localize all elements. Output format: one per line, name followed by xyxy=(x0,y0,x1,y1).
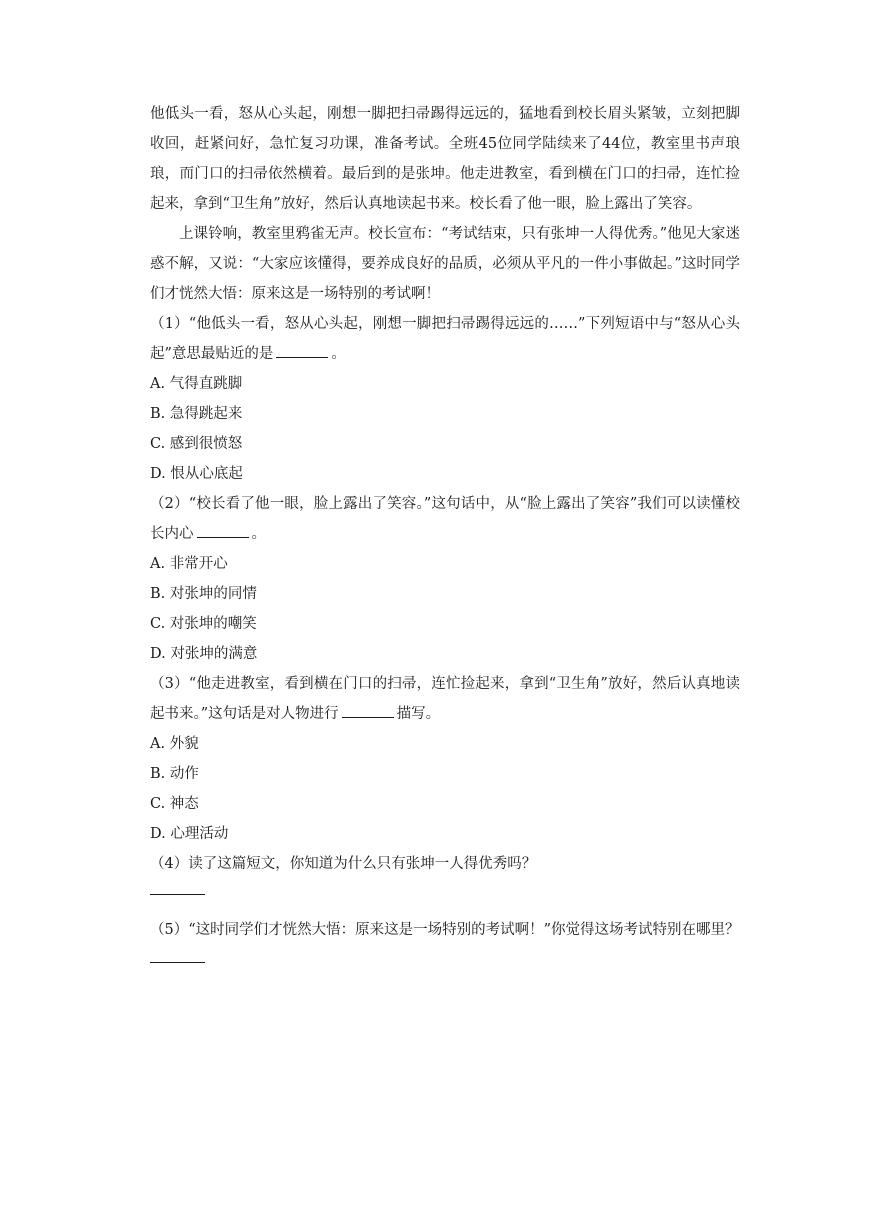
question-5: （5）“这时同学们才恍然大悟：原来这是一场特别的考试啊！”你觉得这场考试特别在哪里？ xyxy=(150,922,740,938)
passage-paragraph-2: 上课铃响，教室里鸦雀无声。校长宣布：“考试结束，只有张坤一人得优秀。”他见大家迷惑不解，又说：“大家应该懂得，要养成良好的品质，必须从平凡的一件小事做起。”这时同学们才恍然大悟：原来这是一场特别的考试啊！ xyxy=(150,226,740,302)
question-3-blank[interactable] xyxy=(342,716,394,718)
question-3 xyxy=(150,669,740,729)
question-3-option-d[interactable]: D. 心理活动 xyxy=(150,826,229,842)
question-2 xyxy=(150,489,740,549)
question-1-option-c[interactable]: C. 感到很愤怒 xyxy=(150,436,243,452)
question-4: （4）读了这篇短文，你知道为什么只有张坤一人得优秀吗？ xyxy=(150,856,537,872)
question-1-option-d[interactable]: D. 恨从心底起 xyxy=(150,466,243,482)
question-2-option-d[interactable]: D. 对张坤的满意 xyxy=(150,646,258,662)
spacer xyxy=(150,945,740,961)
question-1 xyxy=(150,309,740,369)
question-1-blank[interactable] xyxy=(276,356,328,358)
question-2-text: （2）“校长看了他一眼，脸上露出了笑容。”这句话中，从“脸上露出了笑容”我们可以读懂校长内心 xyxy=(150,496,740,542)
question-2-option-c[interactable]: C. 对张坤的嘲笑 xyxy=(150,616,257,632)
passage-paragraph-1: 他低头一看，怒从心头起，刚想一脚把扫帚踢得远远的，猛地看到校长眉头紧皱，立刻把脚收回，赶紧问好，急忙复习功课，准备考试。全班45位同学陆续来了44位，教室里书声琅琅，而门口的扫帚依然横着。最后到的是张坤。他走进教室，看到横在门口的扫帚，连忙捡起来，拿到“卫生角”放好，然后认真地读起书来。校长看了他一眼，脸上露出了笑容。 xyxy=(150,106,740,212)
question-3-option-a[interactable]: A. 外貌 xyxy=(150,736,199,752)
spacer xyxy=(150,895,740,915)
question-1-option-b[interactable]: B. 急得跳起来 xyxy=(150,406,243,422)
question-2-blank[interactable] xyxy=(197,536,249,538)
question-1-option-a[interactable]: A. 气得直跳脚 xyxy=(150,376,243,392)
question-1-text-end: 。 xyxy=(331,346,346,362)
question-3-text: （3）“他走进教室，看到横在门口的扫帚，连忙捡起来，拿到“卫生角”放好，然后认真地读起书来。”这句话是对人物进行 xyxy=(150,676,740,722)
document-page xyxy=(150,99,740,963)
question-2-option-b[interactable]: B. 对张坤的同情 xyxy=(150,586,257,602)
question-2-option-a[interactable]: A. 非常开心 xyxy=(150,556,228,572)
question-2-text-end: 。 xyxy=(251,526,266,542)
question-5-answer-blank[interactable] xyxy=(150,961,205,963)
spacer xyxy=(150,879,740,893)
question-1-text: （1）“他低头一看，怒从心头起，刚想一脚把扫帚踢得远远的……”下列短语中与“怒从心头起”意思最贴近的是 xyxy=(150,316,740,362)
question-3-option-c[interactable]: C. 神态 xyxy=(150,796,199,812)
question-3-text-end: 描写。 xyxy=(396,706,441,722)
question-3-option-b[interactable]: B. 动作 xyxy=(150,766,199,782)
